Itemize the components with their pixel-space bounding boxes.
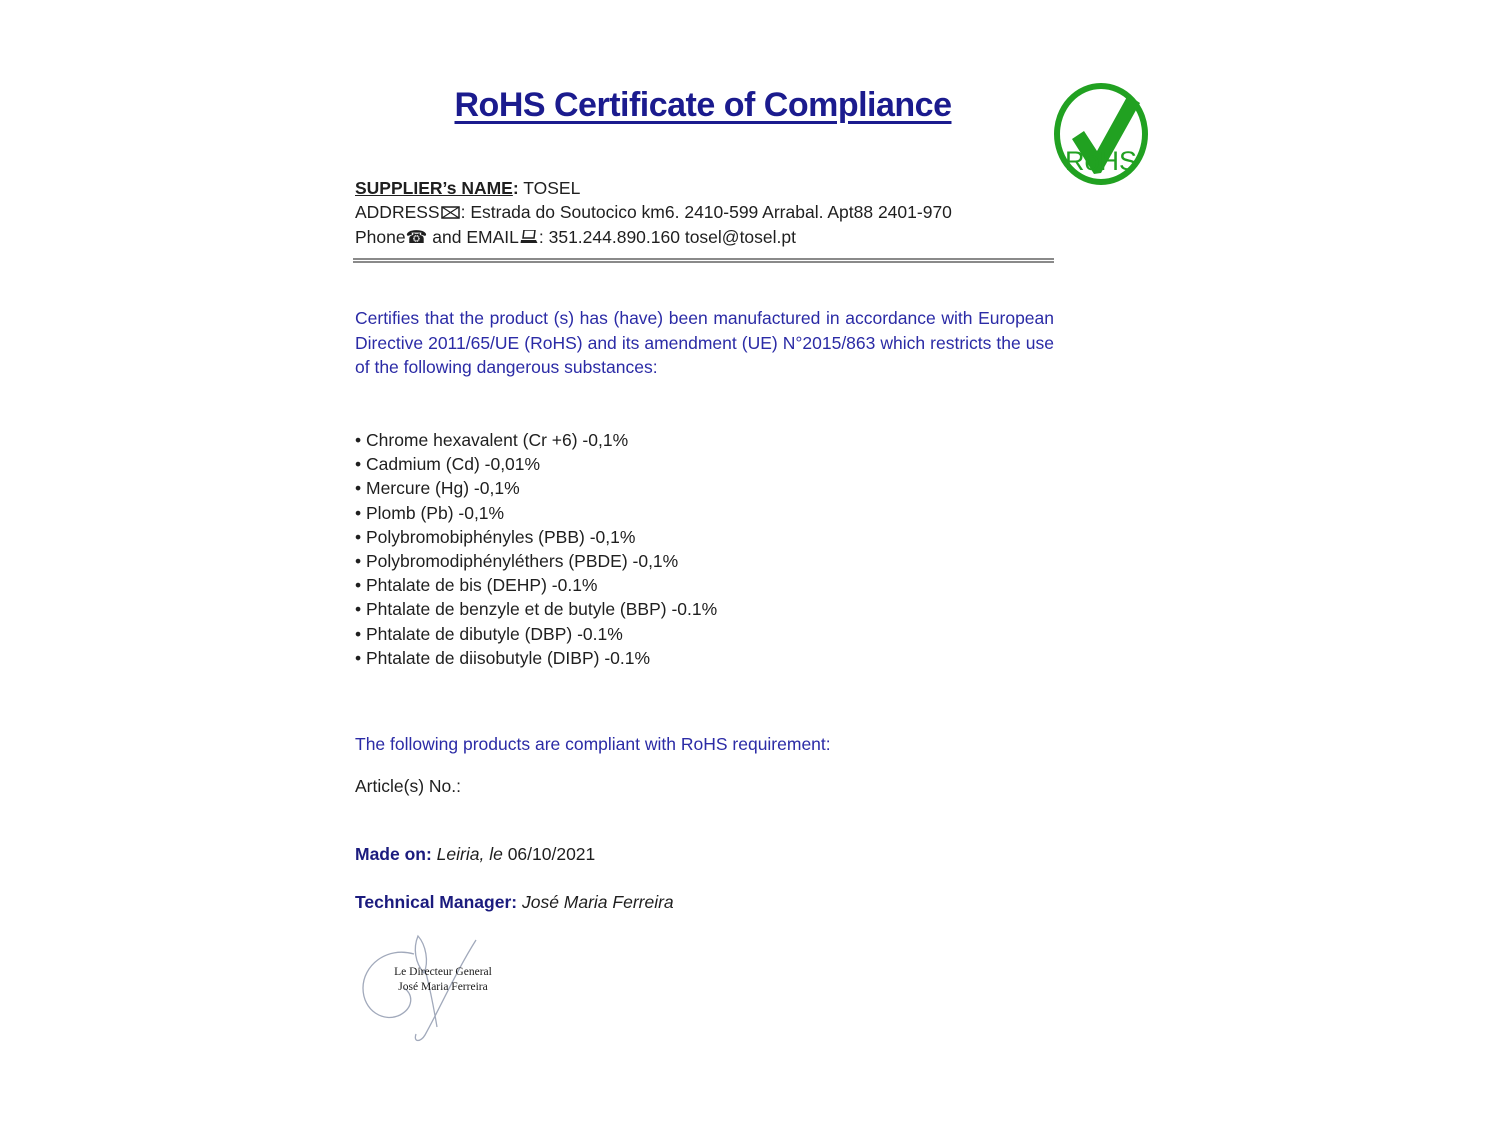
technical-manager-value: José Maria Ferreira — [517, 892, 674, 912]
signature-line2: José Maria Ferreira — [398, 980, 488, 993]
substances-list — [355, 428, 1055, 670]
address-value: : Estrada do Soutocico km6. 2410-599 Arrabal. Apt88 2401-970 — [460, 202, 952, 222]
phone-label: Phone — [355, 227, 406, 247]
supplier-address-line — [355, 200, 1065, 225]
contact-value: : 351.244.890.160 tosel@tosel.pt — [538, 227, 796, 247]
made-on-label: Made on: — [355, 844, 432, 864]
substance-item: • Polybromobiphényles (PBB) -0,1% — [355, 525, 1055, 549]
supplier-name-label: SUPPLIER’s NAME — [355, 178, 513, 198]
substance-item: • Polybromodiphényléthers (PBDE) -0,1% — [355, 549, 1055, 573]
made-on-date: 06/10/2021 — [507, 844, 596, 864]
article-number-line: Article(s) No.: — [355, 776, 461, 796]
substance-item: • Mercure (Hg) -0,1% — [355, 476, 1055, 500]
substance-item: • Phtalate de benzyle et de butyle (BBP) -0.1% — [355, 597, 1055, 621]
substance-item: • Phtalate de bis (DEHP) -0.1% — [355, 573, 1055, 597]
technical-manager-line — [355, 892, 1055, 913]
supplier-name-value: TOSEL — [518, 178, 581, 198]
compliance-statement: The following products are compliant with RoHS requirement: — [355, 734, 831, 754]
supplier-name-line — [355, 176, 1065, 200]
technical-manager-label: Technical Manager: — [355, 892, 518, 912]
signature-text — [388, 965, 498, 994]
certification-paragraph: Certifies that the product (s) has (have) been manufactured in accordance with European Directive 2011/65/UE (RoHS) and its amendment (UE) N°2015/863 which restricts the use of the following dangerous substances: — [355, 308, 1054, 377]
substance-item: • Phtalate de diisobutyle (DIBP) -0.1% — [355, 646, 1055, 670]
email-label: and EMAIL — [427, 227, 519, 247]
made-on-line — [355, 844, 1055, 865]
signature-line1: Le Directeur General — [394, 966, 492, 978]
rohs-check-icon — [1052, 82, 1150, 186]
substance-item: • Cadmium (Cd) -0,01% — [355, 452, 1055, 476]
made-on-place: Leiria, le — [431, 844, 508, 864]
supplier-block — [355, 176, 1065, 250]
supplier-name-colon: : — [512, 178, 519, 198]
laptop-icon — [520, 226, 538, 250]
substance-item: • Phtalate de dibutyle (DBP) -0.1% — [355, 622, 1055, 646]
rohs-logo-label: RoHS — [1064, 146, 1138, 176]
rohs-logo — [1052, 82, 1150, 186]
substance-item: • Plomb (Pb) -0,1% — [355, 501, 1055, 525]
page-title: RoHS Certificate of Compliance — [454, 86, 952, 124]
supplier-contact-line — [355, 225, 1065, 250]
section-divider — [353, 258, 1054, 263]
phone-icon: ☎ — [405, 227, 428, 247]
address-label: ADDRESS — [355, 202, 440, 222]
envelope-icon — [441, 201, 460, 225]
substance-item: • Chrome hexavalent (Cr +6) -0,1% — [355, 428, 1055, 452]
